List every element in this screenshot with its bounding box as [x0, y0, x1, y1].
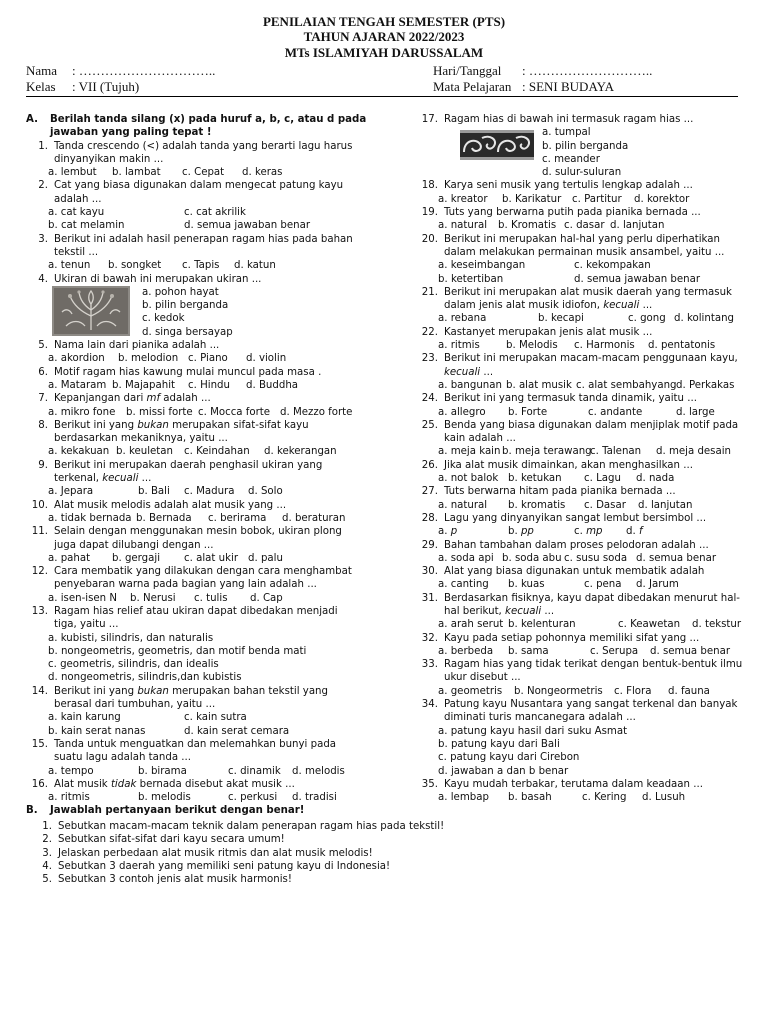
nama-label: Nama	[26, 63, 58, 78]
section-b-list	[26, 820, 746, 886]
question-33: 33. Ragam hias yang tidak terikat dengan bentuk-bentuk ilmu ukur disebut ...	[421, 659, 743, 684]
right-column	[414, 113, 744, 804]
question-16: 16. Alat musik tidak bernada disebut akat musik ...	[31, 778, 295, 790]
header-divider	[26, 96, 738, 97]
question-10: 10. Alat musik melodis adalah alat musik yang ...	[31, 499, 287, 511]
question-9: 9. Berikut ini merupakan daerah penghasil ukiran yang terkenal, kecuali ...	[38, 459, 323, 485]
question-24-options: a. allegro b. Forte c. andante d. large	[438, 406, 715, 418]
question-35: 35. Kayu mudah terbakar, terutama dalam keadaan ...	[421, 778, 703, 790]
nama-value: : …………………………..	[72, 63, 216, 78]
mapel-value: : SENI BUDAYA	[522, 79, 614, 94]
question-21-options: a. rebana b. kecapi c. gong d. kolintang	[438, 313, 734, 325]
question-22-options: a. ritmis b. Melodis c. Harmonis d. pentatonis	[438, 340, 716, 352]
question-28-options: a. p b. pp c. mp d. f	[438, 526, 643, 538]
essay-question-4: 4. Sebutkan 3 daerah yang memiliki seni patung kayu di Indonesia!	[42, 860, 391, 872]
question-12-options: a. isen-isen N b. Nerusi c. tulis d. Cap	[48, 592, 283, 604]
question-21: 21. Berikut ini merupakan alat musik daerah yang termasuk dalam jenis alat musik idiofon, kecuali ...	[421, 286, 732, 312]
exam-title: PENILAIAN TENGAH SEMESTER (PTS)	[262, 14, 506, 29]
question-5-options: a. akordion b. melodion c. Piano d. violin	[48, 353, 287, 365]
question-4-body	[26, 286, 388, 339]
question-33-options: a. geometris b. Nongeormetris c. Flora d. fauna	[438, 685, 710, 697]
question-19-options: a. natural b. Kromatis c. dasar d. lanjutan	[438, 220, 665, 232]
question-14: 14. Berikut ini yang bukan merupakan bahan tekstil yang berasal dari tumbuhan, yaitu ...	[31, 685, 328, 711]
question-5: 5. Nama lain dari pianika adalah ...	[38, 340, 220, 352]
question-17-options: a. tumpal b. pilin berganda c. meander d. sulur-suluran	[542, 127, 629, 179]
question-11: 11. Selain dengan menggunakan mesin bobok, ukiran plong juga dapat dilubangi dengan ...	[31, 526, 342, 551]
question-29-options: a. soda api b. soda abu c. susu soda d. semua benar	[438, 552, 717, 564]
question-20: 20. Berikut ini merupakan hal-hal yang perlu diperhatikan dalam melakukan permainan musik ansambel, yaitu ...	[421, 233, 725, 258]
question-25: 25. Benda yang biasa digunakan dalam menjiplak motif pada kain adalah ...	[421, 419, 739, 445]
hari-value: : ………………………..	[522, 63, 653, 78]
question-31: 31. Berdasarkan fisiknya, kayu dapat dibedakan menurut hal- hal berikut, kecuali ...	[421, 592, 740, 617]
question-31-options: a. arah serut b. kelenturan c. Keawetan d. tekstur	[438, 619, 742, 631]
question-29: 29. Bahan tambahan dalam proses pelodoran adalah ...	[421, 539, 709, 551]
essay-question-2: 2. Sebutkan sifat-sifat dari kayu secara umum!	[42, 834, 285, 846]
question-12: 12. Cara membatik yang dilakukan dengan cara menghambat penyebaran warna pada bagian yang lain adalah ...	[31, 566, 352, 591]
kelas-value: : VII (Tujuh)	[72, 79, 140, 94]
question-2-options: a. cat kayu c. cat akrilik b. cat melamin d. semua jawaban benar	[48, 207, 311, 232]
question-22: 22. Kastanyet merupakan jenis alat musik ...	[421, 326, 653, 338]
question-9-options: a. Jepara b. Bali c. Madura d. Solo	[48, 486, 283, 498]
hari-label: Hari/Tanggal	[433, 63, 502, 78]
mapel-label: Mata Pelajaran	[433, 79, 512, 94]
question-15-options: a. tempo b. birama c. dinamik d. melodis	[48, 765, 345, 777]
question-18-options: a. kreator b. Karikatur c. Partitur d. korektor	[438, 193, 690, 205]
question-1-options: a. lembut b. lambat c. Cepat d. keras	[48, 167, 283, 179]
question-16-options: a. ritmis b. melodis c. perkusi d. tradisi	[48, 792, 337, 804]
kelas-label: Kelas	[26, 79, 56, 94]
question-34: 34. Patung kayu Nusantara yang sangat terkenal dan banyak diminati turis mancanegara adalah ...	[421, 699, 738, 724]
question-17-body	[414, 126, 744, 179]
question-23: 23. Berikut ini merupakan macam-macam penggunaan kayu, kecuali ...	[421, 353, 738, 378]
essay-question-1: 1. Sebutkan macam-macam teknik dalam penerapan ragam hias pada tekstil!	[42, 821, 445, 832]
question-7-options: a. mikro fone b. missi forte c. Mocca forte d. Mezzo forte	[48, 406, 353, 418]
question-35-options: a. lembap b. basah c. Kering d. Lusuh	[438, 792, 686, 804]
question-24: 24. Berikut ini yang termasuk tanda dinamik, yaitu ...	[421, 393, 697, 405]
question-32-options: a. berbeda b. sama c. Serupa d. semua benar	[438, 645, 731, 657]
question-13: 13. Ragam hias relief atau ukiran dapat dibedakan menjadi tiga, yaitu ...	[31, 605, 338, 631]
essay-question-5: 5. Sebutkan 3 contoh jenis alat musik harmonis!	[42, 874, 292, 886]
question-34-options: a. patung kayu hasil dari suku Asmat b. patung kayu dari Bali c. patung kayu dari Cirebon d. jawaban a dan b benar	[438, 725, 628, 777]
essay-question-3: 3. Jelaskan perbedaan alat musik ritmis dan alat musik melodis!	[42, 847, 373, 859]
question-11-options: a. pahat b. gergaji c. alat ukir d. palu	[48, 552, 283, 564]
section-b-heading: B. Jawablah pertanyaan berikut dengan benar!	[26, 805, 305, 817]
question-19: 19. Tuts yang berwarna putih pada pianika bernada ...	[421, 207, 701, 219]
question-23-options: a. bangunan b. alat musik c. alat sembahyang d. Perkakas	[438, 379, 735, 391]
section-a-heading: A. Berilah tanda silang (x) pada huruf a, b, c, atau d pada jawaban yang paling tepat !	[26, 114, 367, 139]
question-4: 4. Ukiran di bawah ini merupakan ukiran ...	[38, 273, 262, 285]
question-25-options: a. meja kain b. meja terawang c. Talenan d. meja desain	[438, 446, 732, 458]
question-7: 7. Kepanjangan dari mf adalah ...	[38, 393, 211, 405]
question-15: 15. Tanda untuk menguatkan dan melemahkan bunyi pada suatu lagu adalah tanda ...	[31, 738, 337, 764]
question-2: 2. Cat yang biasa digunakan dalam mengecat patung kayu adalah ...	[38, 180, 344, 205]
academic-year: TAHUN AJARAN 2022/2023	[303, 29, 465, 44]
question-4-options: a. pohon hayat b. pilin berganda c. kedok d. singa bersayap	[142, 286, 233, 338]
question-10-options: a. tidak bernada b. Bernada c. berirama d. beraturan	[48, 512, 346, 524]
question-20-options: a. keseimbangan c. kekompakan b. ketertiban d. semua jawaban benar	[438, 260, 701, 285]
question-1: 1. Tanda crescendo (<) adalah tanda yang berarti lagu harus dinyanyikan makin ...	[38, 140, 353, 165]
ornament-image	[460, 130, 534, 160]
question-27-options: a. natural b. kromatis c. Dasar d. lanjutan	[438, 499, 693, 511]
question-18: 18. Karya seni musik yang tertulis lengkap adalah ...	[421, 180, 693, 192]
question-6: 6. Motif ragam hias kawung mulai muncul pada masa .	[38, 366, 322, 378]
question-26: 26. Jika alat musik dimainkan, akan menghasilkan ...	[421, 459, 693, 471]
question-8-options: a. kekakuan b. keuletan c. Keindahan d. kekerangan	[48, 446, 337, 458]
question-17: 17. Ragam hias di bawah ini termasuk ragam hias ...	[421, 114, 694, 125]
question-13-options: a. kubisti, silindris, dan naturalis b. nongeometris, geometris, dan motif benda mati c. geometris, silindris, dan idealis d. nongeometris, silindris,dan kubistis	[48, 632, 307, 684]
question-3-options: a. tenun b. songket c. Tapis d. katun	[48, 260, 276, 272]
question-27: 27. Tuts berwarna hitam pada pianika bernada ...	[421, 486, 676, 498]
question-30: 30. Alat yang biasa digunakan untuk membatik adalah	[421, 566, 705, 578]
question-28: 28. Lagu yang dinyanyikan sangat lembut bersimbol ...	[421, 512, 707, 524]
question-8: 8. Berikut ini yang bukan merupakan sifat-sifat kayu berdasarkan mekaniknya, yaitu ...	[38, 419, 309, 445]
carving-image	[52, 286, 130, 336]
school-name: MTs ISLAMIYAH DARUSSALAM	[284, 45, 484, 60]
question-32: 32. Kayu pada setiap pohonnya memiliki sifat yang ...	[421, 632, 700, 644]
left-column	[26, 113, 388, 818]
question-3: 3. Berikut ini adalah hasil penerapan ragam hias pada bahan tekstil ...	[38, 233, 353, 258]
question-14-options: a. kain karung c. kain sutra b. kain serat nanas d. kain serat cemara	[48, 712, 290, 737]
question-6-options: a. Mataram b. Majapahit c. Hindu d. Buddha	[48, 379, 299, 391]
question-26-options: a. not balok b. ketukan c. Lagu d. nada	[438, 473, 675, 485]
question-30-options: a. canting b. kuas c. pena d. Jarum	[438, 579, 679, 591]
